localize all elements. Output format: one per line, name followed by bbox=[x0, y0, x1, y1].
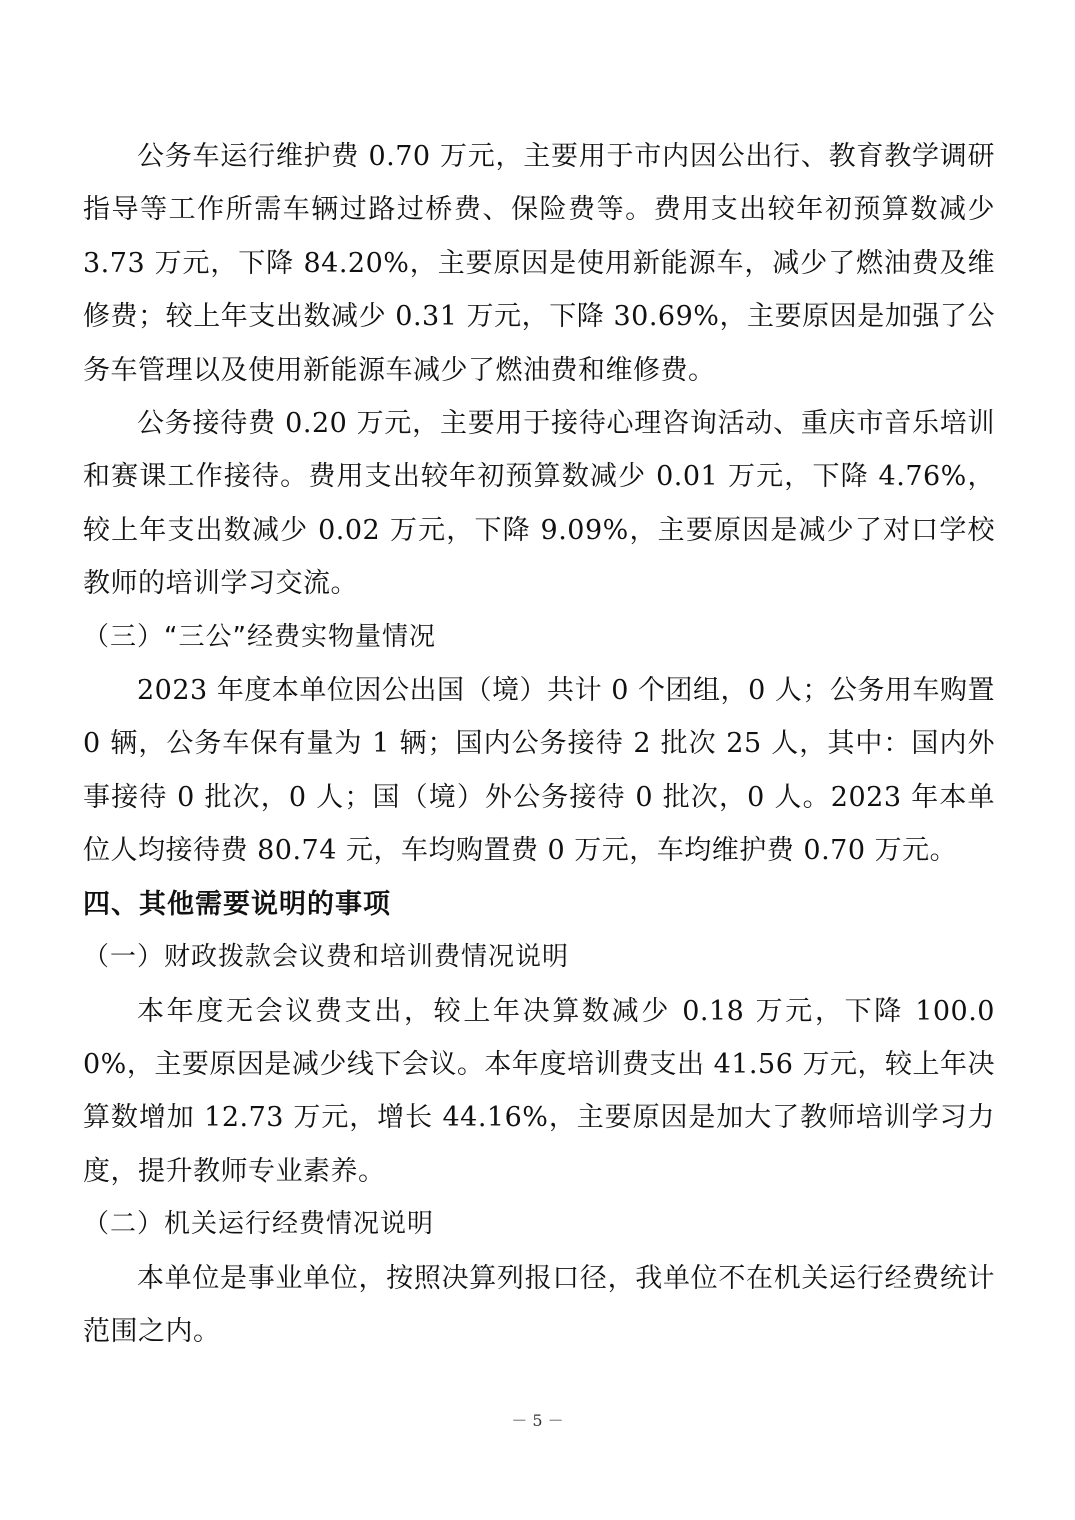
paragraph-official-reception: 公务接待费 0.20 万元，主要用于接待心理咨询活动、重庆市音乐培训和赛课工作接待。费用支出较年初预算数减少 0.01 万元，下降 4.76%，较上年支出数减少 0.02 万元，下降 9.09%，主要原因是减少了对口学校教师的培训学习交流。 bbox=[83, 408, 995, 600]
subheading-three-public-quantities: （三）“三公”经费实物量情况 bbox=[83, 621, 436, 652]
paragraph-operating-expenses-details: 本单位是事业单位，按照决算列报口径，我单位不在机关运行经费统计范围之内。 bbox=[83, 1262, 995, 1347]
page-number: － 5 － bbox=[511, 1411, 564, 1430]
subheading-operating-expenses: （二）机关运行经费情况说明 bbox=[83, 1209, 435, 1240]
paragraph-vehicle-maintenance: 公务车运行维护费 0.70 万元，主要用于市内因公出行、教育教学调研指导等工作所需车辆过路过桥费、保险费等。费用支出较年初预算数减少 3.73 万元，下降 84.20%，主要原因是使用新能源车，减少了燃油费及维修费；较上年支出数减少 0.31 万元，下降 30.69%，主要原因是加强了公务车管理以及使用新能源车减少了燃油费和维修费。 bbox=[83, 141, 995, 386]
document-body bbox=[83, 130, 995, 1358]
heading-other-matters: 四、其他需要说明的事项 bbox=[83, 888, 391, 920]
paragraph-meeting-training-details: 本年度无会议费支出，较上年决算数减少 0.18 万元，下降 100.00%，主要原因是减少线下会议。本年度培训费支出 41.56 万元，较上年决算数增加 12.73 万元，增长 44.16%，主要原因是加大了教师培训学习力度，提升教师专业素养。 bbox=[83, 995, 995, 1187]
subheading-meeting-training-fees: （一）财政拨款会议费和培训费情况说明 bbox=[83, 942, 570, 973]
paragraph-quantity-details: 2023 年度本单位因公出国（境）共计 0 个团组，0 人；公务用车购置 0 辆，公务车保有量为 1 辆；国内公务接待 2 批次 25 人，其中：国内外事接待 0 批次，0 人；国（境）外公务接待 0 批次，0 人。2023 年本单位人均接待费 80.74 元，车均购置费 0 万元，车均维护费 0.70 万元。 bbox=[83, 675, 995, 867]
